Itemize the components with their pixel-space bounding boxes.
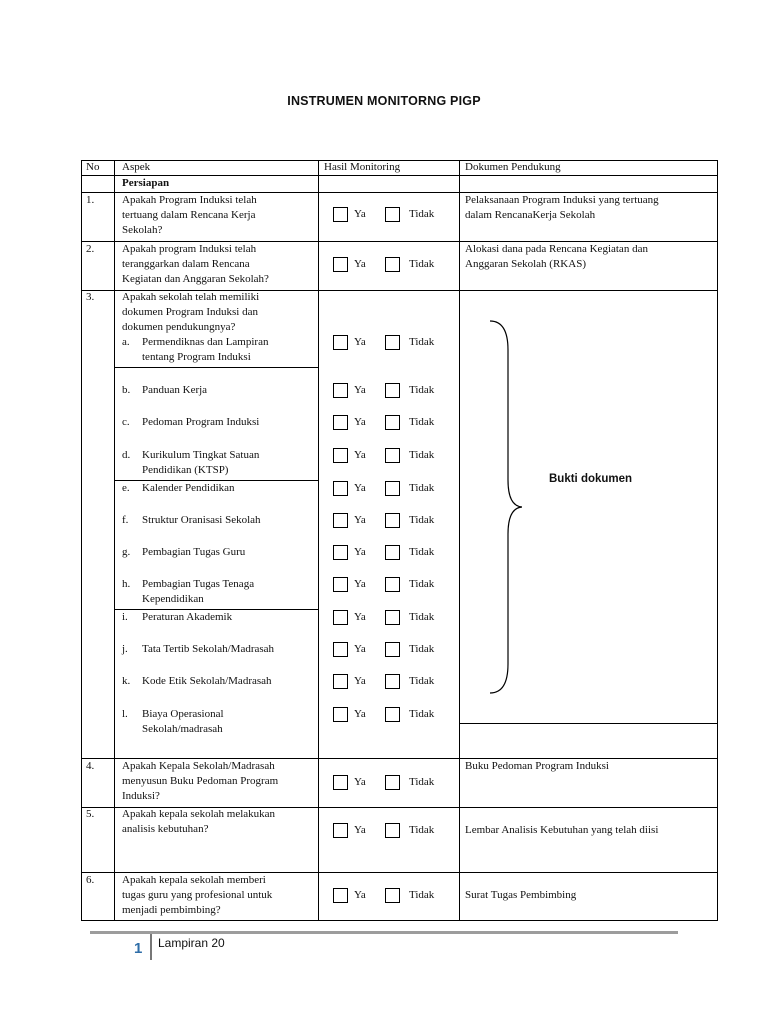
tidak-label: Tidak: [409, 449, 435, 461]
tidak-label: Tidak: [409, 258, 435, 270]
sub-item-text: Pembagian Tugas Tenaga: [142, 578, 255, 590]
tidak-label: Tidak: [409, 643, 435, 655]
aspek-text: dokumen pendukungnya?: [122, 321, 236, 333]
dokumen-text: Bukti dokumen: [549, 473, 633, 485]
sub-item-letter: k.: [122, 675, 131, 687]
sub-item-letter: g.: [122, 546, 131, 558]
ya-label: Ya: [354, 889, 366, 901]
table-border-bottom: [81, 920, 718, 921]
ya-label: Ya: [354, 336, 366, 348]
tidak-label: Tidak: [409, 776, 435, 788]
sub-item-text: Biaya Operasional: [142, 708, 224, 720]
sub-item-text: Panduan Kerja: [142, 384, 208, 396]
tidak-label: Tidak: [409, 416, 435, 428]
subrow-separator: [114, 367, 319, 368]
tidak-checkbox[interactable]: [385, 642, 400, 657]
tidak-label: Tidak: [409, 514, 435, 526]
tidak-checkbox[interactable]: [385, 513, 400, 528]
ya-label: Ya: [354, 449, 366, 461]
tidak-label: Tidak: [409, 708, 435, 720]
row-number: 1.: [86, 194, 95, 206]
tidak-label: Tidak: [409, 546, 435, 558]
ya-checkbox[interactable]: [333, 823, 348, 838]
ya-checkbox[interactable]: [333, 335, 348, 350]
aspek-text: menjadi pembimbing?: [122, 904, 221, 916]
ya-checkbox[interactable]: [333, 545, 348, 560]
tidak-checkbox[interactable]: [385, 257, 400, 272]
row-number: 4.: [86, 760, 95, 772]
ya-label: Ya: [354, 258, 366, 270]
ya-checkbox[interactable]: [333, 207, 348, 222]
page-number: 1: [134, 940, 143, 957]
ya-label: Ya: [354, 643, 366, 655]
aspek-text: Apakah sekolah telah memiliki: [122, 291, 260, 303]
sub-item-letter: f.: [122, 514, 129, 526]
sub-item-letter: i.: [122, 611, 128, 623]
header-no: No: [86, 161, 100, 173]
tidak-label: Tidak: [409, 208, 435, 220]
tidak-checkbox[interactable]: [385, 481, 400, 496]
header-aspek: Aspek: [122, 161, 151, 173]
aspek-text: analisis kebutuhan?: [122, 823, 209, 835]
sub-item-text: Pendidikan (KTSP): [142, 464, 229, 476]
sub-item-letter: b.: [122, 384, 131, 396]
sub-item-text: Pedoman Program Induksi: [142, 416, 260, 428]
ya-label: Ya: [354, 611, 366, 623]
sub-item-text: Kependidikan: [142, 593, 204, 605]
header-hasil-monitoring: Hasil Monitoring: [324, 161, 401, 173]
aspek-text: Kegiatan dan Anggaran Sekolah?: [122, 273, 269, 285]
ya-label: Ya: [354, 578, 366, 590]
ya-checkbox[interactable]: [333, 674, 348, 689]
sub-item-letter: c.: [122, 416, 130, 428]
tidak-checkbox[interactable]: [385, 610, 400, 625]
footer-rule: [90, 931, 678, 934]
aspek-text: Apakah Program Induksi telah: [122, 194, 257, 206]
ya-checkbox[interactable]: [333, 775, 348, 790]
ya-checkbox[interactable]: [333, 610, 348, 625]
sub-item-letter: d.: [122, 449, 131, 461]
ya-label: Ya: [354, 416, 366, 428]
tidak-label: Tidak: [409, 889, 435, 901]
sub-item-letter: l.: [122, 708, 128, 720]
aspek-text: teranggarkan dalam Rencana: [122, 258, 250, 270]
row-number: 3.: [86, 291, 95, 303]
tidak-label: Tidak: [409, 675, 435, 687]
ya-label: Ya: [354, 546, 366, 558]
dokumen-text: Buku Pedoman Program Induksi: [465, 760, 609, 772]
tidak-checkbox[interactable]: [385, 888, 400, 903]
ya-checkbox[interactable]: [333, 577, 348, 592]
tidak-label: Tidak: [409, 824, 435, 836]
dokumen-text: Alokasi dana pada Rencana Kegiatan dan: [465, 243, 648, 255]
curly-brace-icon: [488, 320, 522, 694]
ya-checkbox[interactable]: [333, 448, 348, 463]
ya-label: Ya: [354, 384, 366, 396]
tidak-label: Tidak: [409, 384, 435, 396]
sub-item-text: Permendiknas dan Lampiran: [142, 336, 269, 348]
aspek-text: Apakah kepala sekolah melakukan: [122, 808, 276, 820]
footer-separator: [150, 934, 152, 960]
tidak-label: Tidak: [409, 336, 435, 348]
ya-checkbox[interactable]: [333, 481, 348, 496]
tidak-label: Tidak: [409, 482, 435, 494]
aspek-text: Sekolah?: [122, 224, 163, 236]
sub-item-text: Sekolah/madrasah: [142, 723, 223, 735]
tidak-checkbox[interactable]: [385, 577, 400, 592]
sub-item-letter: j.: [122, 643, 128, 655]
sub-item-letter: a.: [122, 336, 130, 348]
sub-item-letter: h.: [122, 578, 131, 590]
tidak-checkbox[interactable]: [385, 823, 400, 838]
sub-item-text: Kode Etik Sekolah/Madrasah: [142, 675, 272, 687]
aspek-text: tertuang dalam Rencana Kerja: [122, 209, 256, 221]
ya-checkbox[interactable]: [333, 513, 348, 528]
dokumen-text: Surat Tugas Pembimbing: [465, 889, 577, 901]
ya-label: Ya: [354, 208, 366, 220]
tidak-checkbox[interactable]: [385, 674, 400, 689]
row-number: 2.: [86, 243, 95, 255]
sub-item-letter: e.: [122, 482, 130, 494]
dokumen-text: Pelaksanaan Program Induksi yang tertuang: [465, 194, 659, 206]
aspek-text: Apakah program Induksi telah: [122, 243, 257, 255]
subrow-separator: [459, 723, 718, 724]
aspek-text: dokumen Program Induksi dan: [122, 306, 258, 318]
ya-label: Ya: [354, 824, 366, 836]
sub-item-text: Kurikulum Tingkat Satuan: [142, 449, 260, 461]
section-label: Persiapan: [122, 177, 170, 189]
tidak-checkbox[interactable]: [385, 383, 400, 398]
header-dokumen-pendukung: Dokumen Pendukung: [465, 161, 561, 173]
dokumen-text: Anggaran Sekolah (RKAS): [465, 258, 586, 270]
ya-checkbox[interactable]: [333, 257, 348, 272]
ya-label: Ya: [354, 482, 366, 494]
tidak-checkbox[interactable]: [385, 707, 400, 722]
tidak-checkbox[interactable]: [385, 775, 400, 790]
aspek-text: tugas guru yang profesional untuk: [122, 889, 273, 901]
monitoring-table: [81, 160, 718, 921]
ya-checkbox[interactable]: [333, 642, 348, 657]
footer-text: Lampiran 20: [158, 936, 225, 950]
sub-item-text: Tata Tertib Sekolah/Madrasah: [142, 643, 275, 655]
ya-checkbox[interactable]: [333, 888, 348, 903]
sub-item-text: Pembagian Tugas Guru: [142, 546, 246, 558]
sub-item-text: Peraturan Akademik: [142, 611, 233, 623]
ya-label: Ya: [354, 708, 366, 720]
aspek-text: Apakah kepala sekolah memberi: [122, 874, 266, 886]
ya-label: Ya: [354, 675, 366, 687]
sub-item-text: Kalender Pendidikan: [142, 482, 235, 494]
tidak-checkbox[interactable]: [385, 207, 400, 222]
sub-item-text: tentang Program Induksi: [142, 351, 251, 363]
ya-checkbox[interactable]: [333, 383, 348, 398]
row-separator: [81, 175, 718, 176]
ya-label: Ya: [354, 776, 366, 788]
row-number: 6.: [86, 874, 95, 886]
dokumen-text: Lembar Analisis Kebutuhan yang telah diisi: [465, 824, 659, 836]
document-title: INSTRUMEN MONITORNG PIGP: [287, 94, 481, 108]
aspek-text: Apakah Kepala Sekolah/Madrasah: [122, 760, 275, 772]
ya-checkbox[interactable]: [333, 707, 348, 722]
ya-checkbox[interactable]: [333, 415, 348, 430]
tidak-checkbox[interactable]: [385, 545, 400, 560]
row-number: 5.: [86, 808, 95, 820]
tidak-checkbox[interactable]: [385, 415, 400, 430]
tidak-checkbox[interactable]: [385, 448, 400, 463]
tidak-checkbox[interactable]: [385, 335, 400, 350]
tidak-label: Tidak: [409, 578, 435, 590]
sub-item-text: Struktur Oranisasi Sekolah: [142, 514, 261, 526]
dokumen-text: dalam RencanaKerja Sekolah: [465, 209, 596, 221]
aspek-text: Induksi?: [122, 790, 160, 802]
ya-label: Ya: [354, 514, 366, 526]
aspek-text: menyusun Buku Pedoman Program: [122, 775, 279, 787]
tidak-label: Tidak: [409, 611, 435, 623]
